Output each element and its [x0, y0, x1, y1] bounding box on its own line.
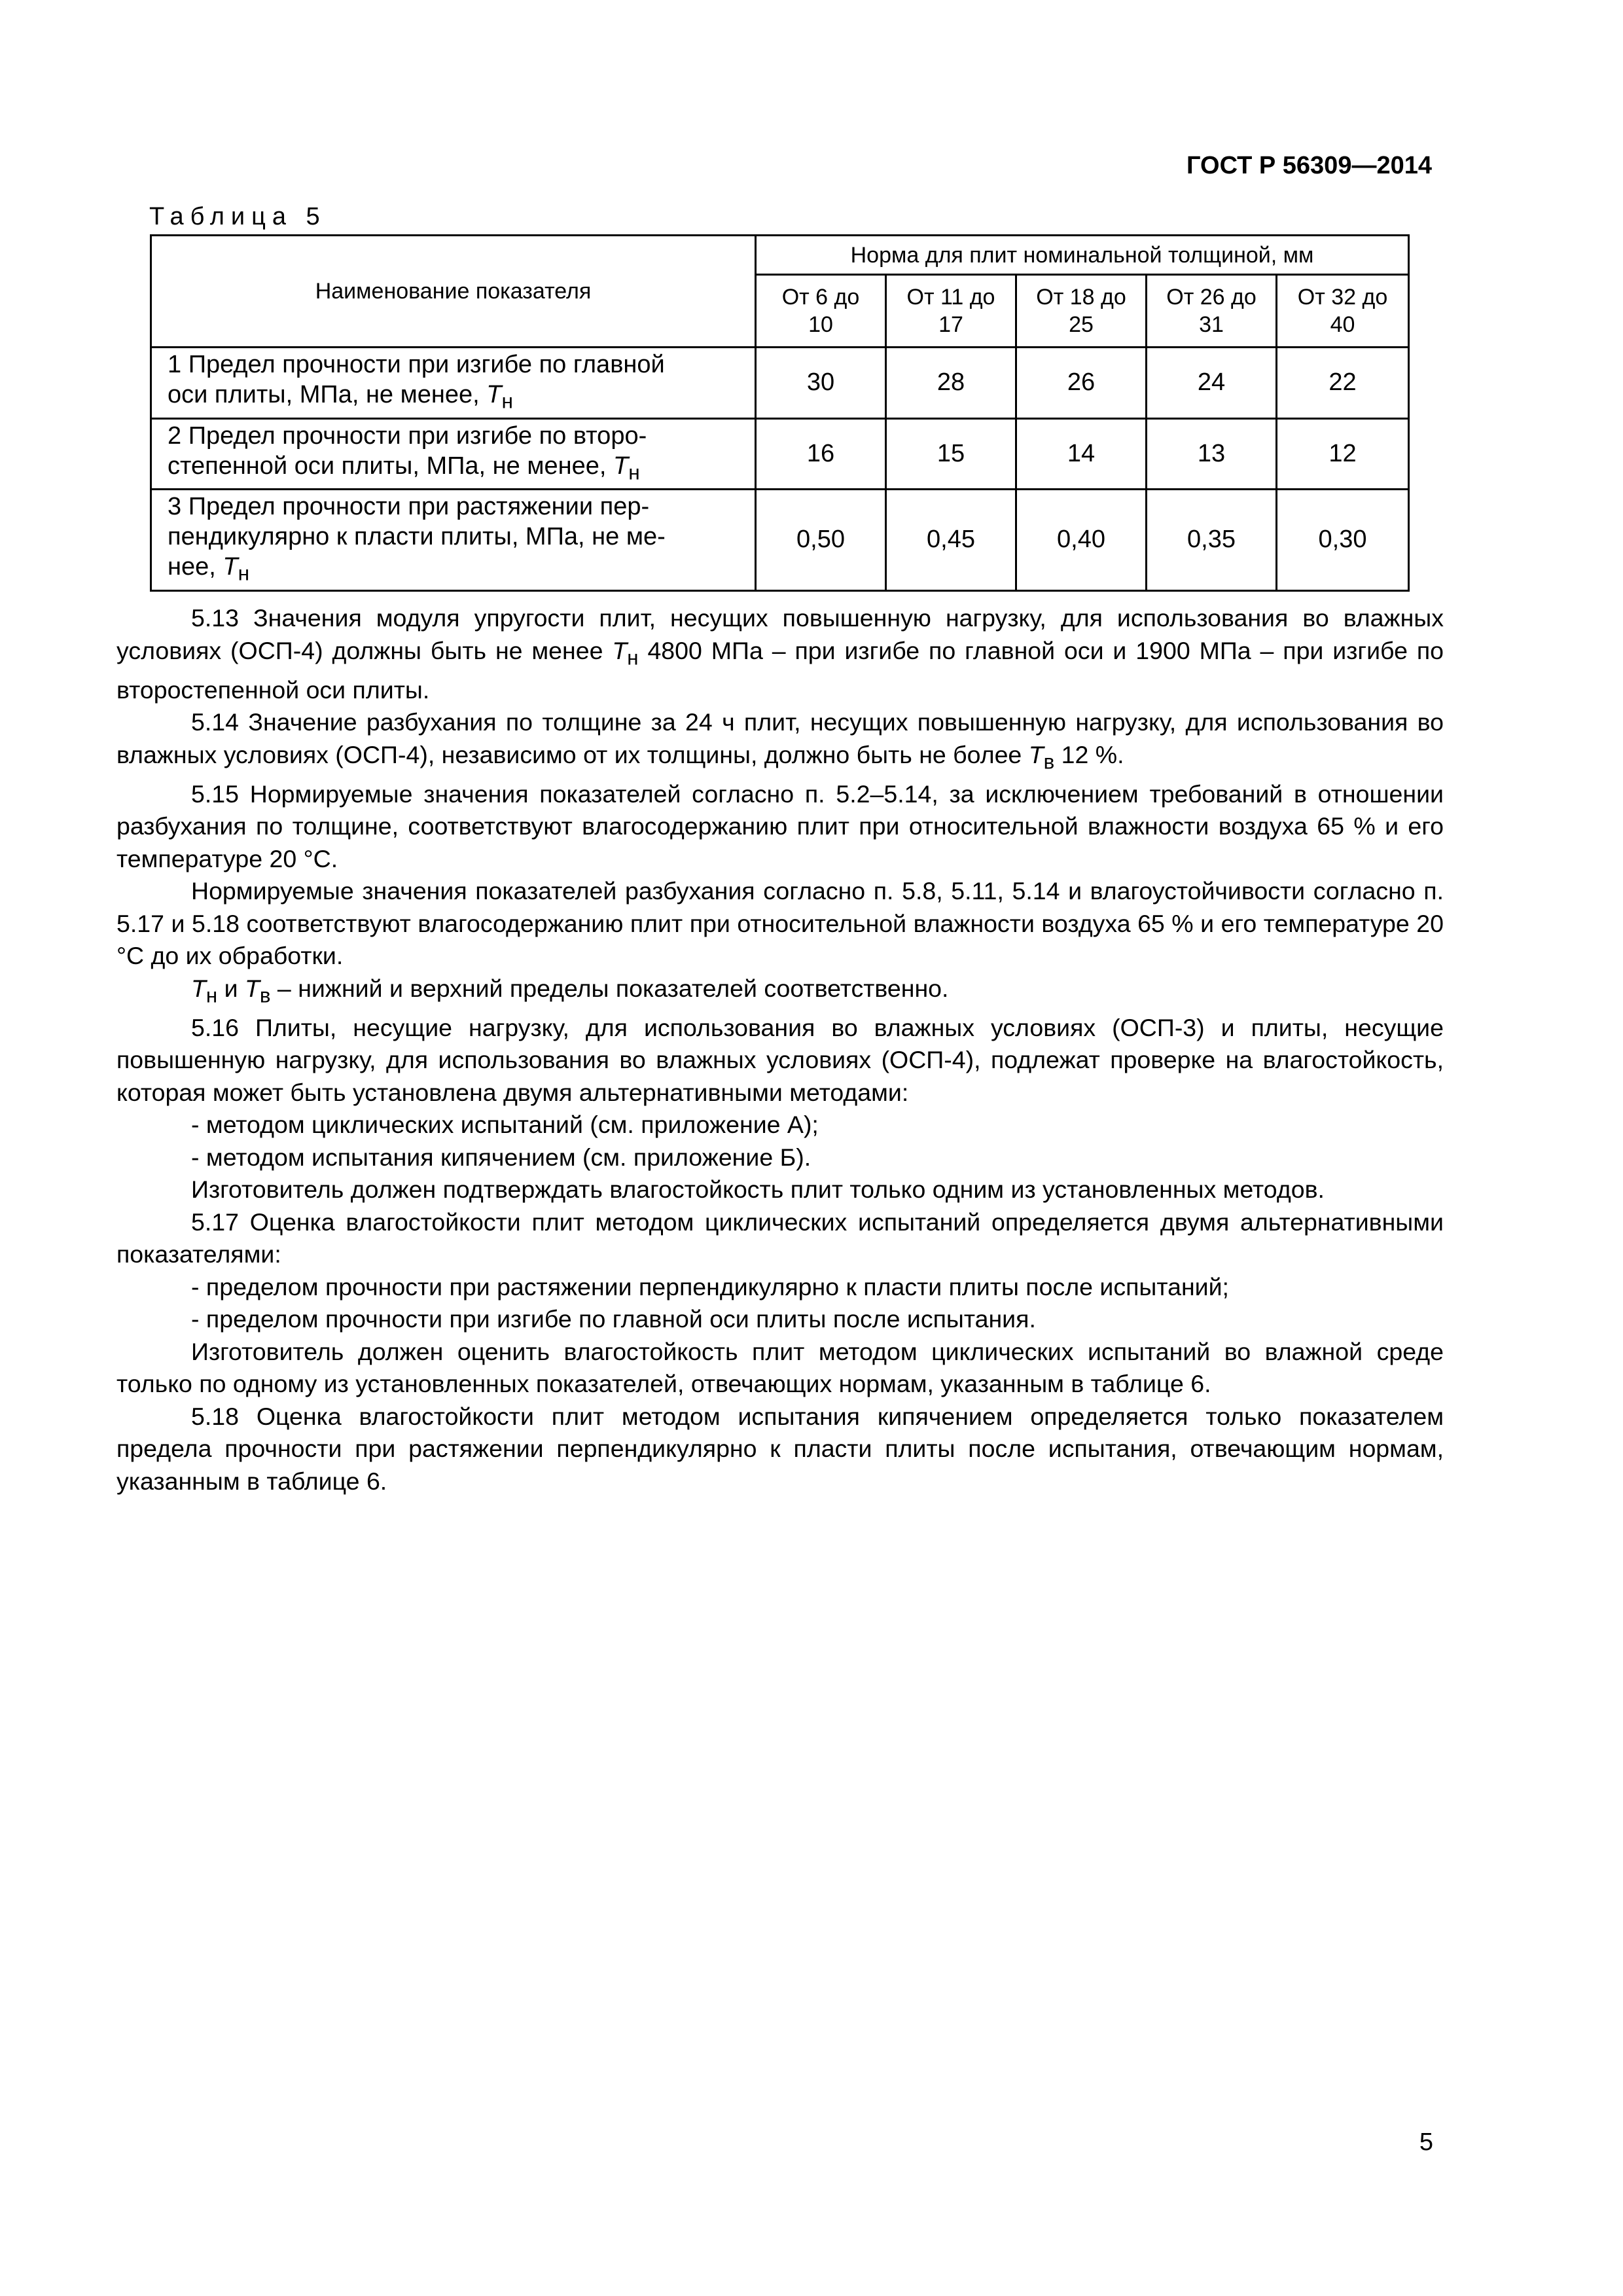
- norm-value: 0,30: [1277, 490, 1409, 591]
- norm-value: 0,40: [1016, 490, 1147, 591]
- table-row: [151, 490, 1409, 591]
- list-item: - методом испытания кипячением (см. приложение Б).: [191, 1143, 812, 1171]
- column-header-thickness: От 32 до 40: [1277, 275, 1409, 348]
- norms-table: [150, 234, 1410, 592]
- column-header-norm-group: Норма для плит номинальной толщиной, мм: [756, 236, 1409, 275]
- norm-value: 12: [1277, 418, 1409, 490]
- table-caption: Таблица 5: [149, 203, 327, 230]
- indicator-name: 2 Предел прочности при изгибе по второ- степенной оси плиты, МПа, не менее, $Т_н$: [151, 418, 756, 490]
- norm-value: 14: [1016, 418, 1147, 490]
- paragraph-5-17: 5.17 Оценка влагостойкости плит методом циклических испытаний определяется двумя альтернативными показателями:: [116, 1208, 1444, 1268]
- table-row: [151, 348, 1409, 419]
- paragraph-definition: $Т_н$ и $Т_в$ – нижний и верхний пределы показателей соответственно.: [191, 974, 949, 1007]
- paragraph-5-16: 5.16 Плиты, несущие нагрузку, для использования во влажных условиях (ОСП-3) и плиты, несущие повышенную нагрузку, для использования во влажных условиях (ОСП-4), подлежат проверке на влагостойкость, которая может быть установлена двумя альтернативными методами:: [116, 1013, 1444, 1106]
- indicator-name: 1 Предел прочности при изгибе по главной оси плиты, МПа, не менее, $Т_н$: [151, 348, 756, 419]
- list-item: - пределом прочности при изгибе по главной оси плиты после испытания.: [191, 1305, 1036, 1333]
- body-text: [116, 602, 1444, 1498]
- norm-value: 0,45: [886, 490, 1016, 591]
- column-header-thickness: От 11 до 17: [886, 275, 1016, 348]
- list-item: - методом циклических испытаний (см. приложение А);: [191, 1111, 819, 1138]
- paragraph-5-15: 5.15 Нормируемые значения показателей согласно п. 5.2–5.14, за исключением требований в отношении разбухания по толщине, соответствуют влагосодержанию плит при относительной влажности воздуха 65 % и его температуре 20 °С.: [116, 780, 1444, 872]
- norm-value: 26: [1016, 348, 1147, 419]
- paragraph-5-13: 5.13 Значения модуля упругости плит, несущих повышенную нагрузку, для использования во влажных условиях (ОСП-4) должны быть не менее $Т_н$ 4800 МПа – при изгибе по главной оси и 1900 МПа – при изгибе по второстепенной оси плиты.: [116, 604, 1444, 704]
- paragraph-5-17-end: Изготовитель должен оценить влагостойкость плит методом циклических испытаний во влажной среде только по одному из установленных показателей, отвечающих нормам, указанным в таблице 6.: [116, 1337, 1444, 1397]
- table-row: [151, 418, 1409, 490]
- column-header-thickness: От 26 до 31: [1147, 275, 1277, 348]
- norm-value: 24: [1147, 348, 1277, 419]
- column-header-indicator: Наименование показателя: [151, 236, 756, 348]
- paragraph-5-16-end: Изготовитель должен подтверждать влагостойкость плит только одним из установленных методов.: [191, 1175, 1325, 1203]
- list-item: - пределом прочности при растяжении перпендикулярно к пласти плиты после испытаний;: [191, 1272, 1229, 1300]
- norm-value: 22: [1277, 348, 1409, 419]
- norm-value: 16: [756, 418, 886, 490]
- paragraph-5-14: 5.14 Значение разбухания по толщине за 24 ч плит, несущих повышенную нагрузку, для использования во влажных условиях (ОСП-4), независимо от их толщины, должно быть не более $Т_в$ 12 %.: [116, 708, 1444, 773]
- paragraph-5-15-swelling: Нормируемые значения показателей разбухания согласно п. 5.8, 5.11, 5.14 и влагоустойчивости согласно п. 5.17 и 5.18 соответствуют влагосодержанию плит при относительной влажности воздуха 65 % и его температуре 20 °С до их обработки.: [116, 877, 1444, 969]
- norm-value: 28: [886, 348, 1016, 419]
- document-id: ГОСТ Р 56309—2014: [1186, 152, 1432, 179]
- paragraph-5-18: 5.18 Оценка влагостойкости плит методом испытания кипячением определяется только показателем предела прочности при растяжении перпендикулярно к пласти плиты после испытания, отвечающим нормам, указанным в таблице 6.: [116, 1402, 1444, 1495]
- page-number: 5: [1419, 2128, 1433, 2156]
- norm-value: 0,35: [1147, 490, 1277, 591]
- norm-value: 15: [886, 418, 1016, 490]
- norm-value: 30: [756, 348, 886, 419]
- indicator-name: 3 Предел прочности при растяжении пер- пендикулярно к пласти плиты, МПа, не ме- нее, $Т_н$: [151, 490, 756, 591]
- norm-value: 13: [1147, 418, 1277, 490]
- column-header-thickness: От 18 до 25: [1016, 275, 1147, 348]
- norm-value: 0,50: [756, 490, 886, 591]
- column-header-thickness: От 6 до 10: [756, 275, 886, 348]
